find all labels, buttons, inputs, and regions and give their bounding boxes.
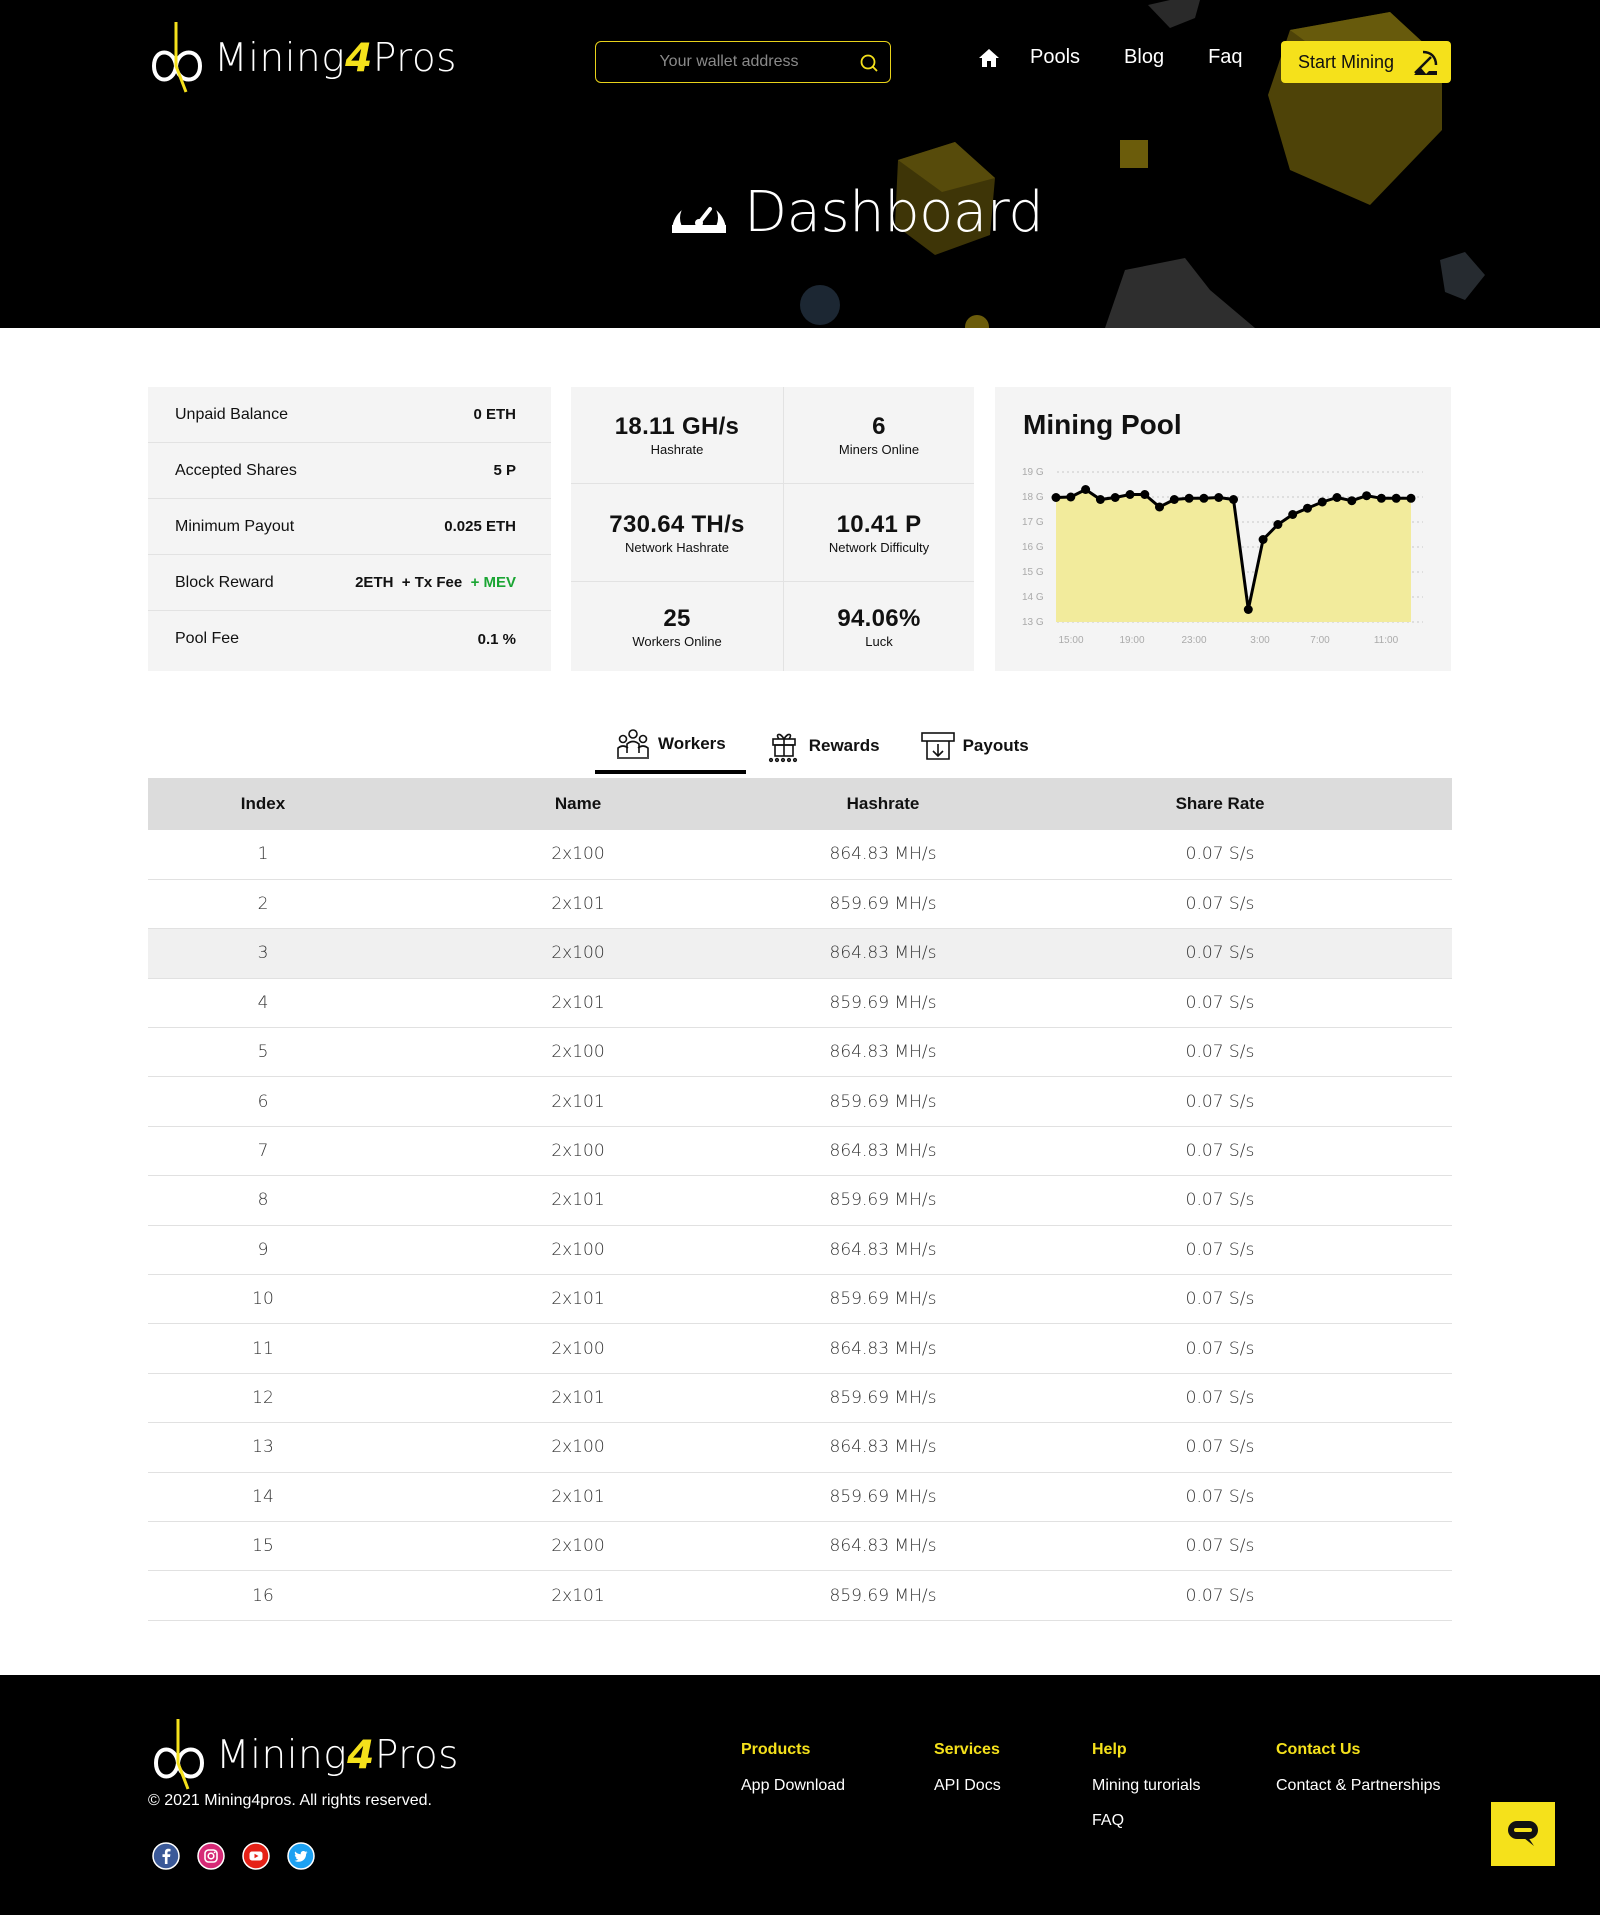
cell-share-rate: 0.07 S/s — [988, 929, 1452, 978]
chart-data-point — [1288, 510, 1297, 519]
metric-luck — [784, 582, 974, 671]
chart-data-point — [1407, 494, 1416, 503]
chart-y-tick: 19 G — [1022, 467, 1044, 478]
metric-network-hashrate — [571, 484, 784, 582]
table-row[interactable] — [148, 1373, 1452, 1422]
metric-label: Hashrate — [650, 442, 704, 457]
cell-hashrate: 859.69 MH/s — [778, 978, 988, 1027]
chart-data-point — [1111, 493, 1120, 502]
cell-share-rate: 0.07 S/s — [988, 1373, 1452, 1422]
chart-y-tick: 14 G — [1022, 592, 1044, 603]
cell-index: 12 — [148, 1373, 378, 1422]
dashboard-gauge-icon — [668, 187, 730, 239]
brand-logo[interactable] — [146, 18, 457, 98]
table-row[interactable] — [148, 1077, 1452, 1126]
tab-label: Payouts — [962, 736, 1029, 755]
cell-hashrate: 864.83 MH/s — [778, 1028, 988, 1077]
cell-name: 2x100 — [378, 1028, 778, 1077]
table-header-row — [148, 778, 1452, 830]
metric-label: Miners Online — [838, 442, 920, 457]
table-row[interactable] — [148, 978, 1452, 1027]
metric-hashrate — [571, 387, 784, 484]
cell-share-rate: 0.07 S/s — [988, 978, 1452, 1027]
cell-hashrate: 859.69 MH/s — [778, 1571, 988, 1620]
workers-table-body — [148, 830, 1452, 1620]
chart-x-tick: 23:00 — [1181, 635, 1207, 646]
col-header-name[interactable]: Name — [554, 794, 602, 813]
table-row[interactable] — [148, 1275, 1452, 1324]
logo-text-pre: Mining — [214, 35, 346, 81]
cell-name: 2x100 — [378, 929, 778, 978]
cell-name: 2x101 — [378, 1077, 778, 1126]
footer-link-faq[interactable]: FAQ — [1092, 1812, 1125, 1829]
cell-name: 2x100 — [378, 1324, 778, 1373]
table-row[interactable] — [148, 1472, 1452, 1521]
logo-mark-icon — [148, 1715, 210, 1795]
footer-col-title: Help — [1092, 1741, 1127, 1758]
balance-value: 2ETH + Tx Fee — [355, 574, 463, 591]
cell-index: 4 — [148, 978, 378, 1027]
chart-y-tick: 15 G — [1022, 567, 1044, 578]
footer-col-services — [934, 1741, 1001, 1812]
chart-data-point — [1126, 490, 1135, 499]
col-header-hashrate[interactable]: Hashrate — [846, 794, 920, 813]
chart-data-point — [1303, 504, 1312, 513]
table-row[interactable] — [148, 1176, 1452, 1225]
pickaxe-icon — [1411, 49, 1439, 77]
balance-value: 0.1 % — [477, 630, 516, 648]
twitter-icon[interactable] — [287, 1842, 315, 1870]
cell-hashrate: 859.69 MH/s — [778, 1275, 988, 1324]
cell-name: 2x100 — [378, 830, 778, 879]
cell-name: 2x101 — [378, 1373, 778, 1422]
metric-label: Workers Online — [632, 633, 722, 649]
chart-title: Mining Pool — [1023, 409, 1182, 440]
table-row[interactable] — [148, 1324, 1452, 1373]
chart-x-tick: 11:00 — [1373, 635, 1399, 646]
site-footer — [0, 1675, 1600, 1915]
table-row[interactable] — [148, 1028, 1452, 1077]
logo-text — [216, 1733, 459, 1778]
cell-name: 2x101 — [378, 1176, 778, 1225]
facebook-icon[interactable] — [152, 1842, 180, 1870]
balance-label: Unpaid Balance — [175, 405, 288, 423]
metrics-panel — [571, 387, 974, 671]
footer-link-api-docs[interactable]: API Docs — [934, 1777, 1001, 1794]
wallet-search — [595, 41, 891, 83]
home-icon[interactable] — [978, 47, 1000, 69]
cell-index: 11 — [148, 1324, 378, 1373]
table-row[interactable] — [148, 1521, 1452, 1570]
cell-name: 2x100 — [378, 1521, 778, 1570]
chart-data-point — [1333, 493, 1342, 502]
balance-row-pool-fee — [148, 611, 551, 667]
cell-index: 5 — [148, 1028, 378, 1077]
start-mining-label: Start Mining — [1298, 51, 1395, 72]
footer-col-contact — [1276, 1741, 1441, 1812]
cell-hashrate: 864.83 MH/s — [778, 1126, 988, 1175]
mining-pool-chart-panel — [995, 387, 1451, 671]
balance-row-minimum-payout — [148, 499, 551, 555]
cell-index: 2 — [148, 879, 378, 928]
chart-data-point — [1066, 493, 1075, 502]
chart-x-tick: 19:00 — [1119, 635, 1145, 646]
mining-pool-chart — [995, 387, 1451, 671]
metric-value: 10.41 P — [836, 510, 922, 538]
mev-label: + MEV — [470, 574, 516, 591]
footer-col-help — [1092, 1741, 1200, 1847]
tab-rewards[interactable] — [746, 718, 900, 774]
footer-link-contact-partnerships[interactable]: Contact & Partnerships — [1276, 1777, 1441, 1794]
cell-share-rate: 0.07 S/s — [988, 1225, 1452, 1274]
metric-miners-online — [784, 387, 974, 484]
chart-data-point — [1081, 485, 1090, 494]
metric-value: 6 — [872, 413, 886, 440]
chart-data-point — [1259, 535, 1268, 544]
logo-text-pre: Mining — [216, 1732, 348, 1778]
search-icon[interactable] — [858, 52, 880, 74]
chart-data-point — [1318, 498, 1327, 507]
cell-share-rate: 0.07 S/s — [988, 1521, 1452, 1570]
page-title — [668, 180, 1043, 245]
copyright-text: © 2021 Mining4pros. All rights reserved. — [148, 1792, 432, 1809]
workers-icon — [615, 727, 651, 761]
table-row[interactable] — [148, 1126, 1452, 1175]
tab-payouts[interactable] — [900, 718, 1049, 774]
cell-share-rate: 0.07 S/s — [988, 879, 1452, 928]
cell-name: 2x100 — [378, 1423, 778, 1472]
logo-text-post: Pros — [372, 35, 458, 81]
dashboard-tabs — [595, 718, 1049, 778]
metric-label: Network Difficulty — [828, 539, 930, 555]
wallet-search-input[interactable] — [604, 53, 854, 71]
chart-data-point — [1096, 495, 1105, 504]
col-header-index[interactable]: Index — [240, 794, 286, 813]
cell-index: 6 — [148, 1077, 378, 1126]
footer-col-title: Products — [741, 1741, 811, 1758]
balance-value-group — [355, 574, 516, 591]
nav-link-pools[interactable]: Pools — [1030, 46, 1081, 68]
cell-hashrate: 859.69 MH/s — [778, 1373, 988, 1422]
chart-data-point — [1185, 494, 1194, 503]
cell-hashrate: 864.83 MH/s — [778, 929, 988, 978]
footer-col-title: Contact Us — [1276, 1741, 1361, 1758]
metric-label: Network Hashrate — [624, 539, 730, 555]
cell-hashrate: 864.83 MH/s — [778, 1423, 988, 1472]
nav-link-blog[interactable]: Blog — [1124, 46, 1165, 68]
logo-text-four: 4 — [347, 1732, 375, 1778]
main-nav — [978, 46, 1287, 69]
cell-index: 8 — [148, 1176, 378, 1225]
cell-index: 16 — [148, 1571, 378, 1620]
cell-name: 2x101 — [378, 1472, 778, 1521]
cell-share-rate: 0.07 S/s — [988, 1028, 1452, 1077]
chart-data-point — [1273, 520, 1282, 529]
cell-name: 2x101 — [378, 1571, 778, 1620]
cell-hashrate: 864.83 MH/s — [778, 830, 988, 879]
chart-y-tick: 16 G — [1022, 542, 1044, 553]
table-row[interactable] — [148, 929, 1452, 978]
balance-label: Pool Fee — [175, 630, 240, 647]
cell-index: 14 — [148, 1472, 378, 1521]
balance-value: 5 P — [493, 462, 516, 479]
balance-panel — [148, 387, 551, 671]
workers-table — [148, 778, 1452, 1621]
chart-data-point — [1244, 605, 1253, 614]
chart-data-point — [1377, 494, 1386, 503]
cell-index: 9 — [148, 1225, 378, 1274]
cell-index: 7 — [148, 1126, 378, 1175]
table-row[interactable] — [148, 1571, 1452, 1620]
cell-name: 2x101 — [378, 1275, 778, 1324]
chart-x-tick: 7:00 — [1310, 635, 1330, 646]
metric-label: Luck — [865, 633, 893, 649]
chart-x-tick: 15:00 — [1058, 635, 1084, 646]
col-header-share-rate[interactable]: Share Rate — [1175, 794, 1265, 813]
cell-hashrate: 859.69 MH/s — [778, 1077, 988, 1126]
metric-value: 18.11 GH/s — [614, 413, 740, 440]
instagram-icon[interactable] — [197, 1842, 225, 1870]
cell-name: 2x100 — [378, 1225, 778, 1274]
cell-index: 13 — [148, 1423, 378, 1472]
cell-name: 2x101 — [378, 978, 778, 1027]
footer-logo[interactable] — [148, 1715, 459, 1795]
cell-share-rate: 0.07 S/s — [988, 1423, 1452, 1472]
table-row[interactable] — [148, 830, 1452, 879]
cell-share-rate: 0.07 S/s — [988, 830, 1452, 879]
chart-data-point — [1170, 495, 1179, 504]
cell-share-rate: 0.07 S/s — [988, 1571, 1452, 1620]
table-row[interactable] — [148, 1423, 1452, 1472]
chat-button[interactable] — [1491, 1802, 1555, 1866]
chart-y-tick: 18 G — [1022, 492, 1044, 503]
nav-link-faq[interactable]: Faq — [1208, 46, 1243, 68]
logo-text — [214, 36, 457, 81]
cell-hashrate: 864.83 MH/s — [778, 1225, 988, 1274]
cell-share-rate: 0.07 S/s — [988, 1324, 1452, 1373]
metric-workers-online — [571, 582, 784, 671]
chart-data-point — [1347, 496, 1356, 505]
chart-data-point — [1229, 495, 1238, 504]
tab-label: Workers — [658, 734, 726, 753]
cell-share-rate: 0.07 S/s — [988, 1077, 1452, 1126]
cell-hashrate: 859.69 MH/s — [778, 1472, 988, 1521]
footer-col-title: Services — [934, 1741, 1000, 1758]
chart-data-point — [1052, 493, 1061, 502]
youtube-icon[interactable] — [242, 1842, 270, 1870]
footer-link-app-download[interactable]: App Download — [741, 1777, 846, 1794]
metric-value: 94.06% — [837, 604, 921, 632]
cell-hashrate: 864.83 MH/s — [778, 1521, 988, 1570]
metric-value: 25 — [663, 604, 691, 632]
table-row[interactable] — [148, 879, 1452, 928]
balance-value: 0 ETH — [473, 406, 516, 423]
cell-index: 15 — [148, 1521, 378, 1570]
balance-row-accepted-shares — [148, 443, 551, 499]
cell-index: 1 — [148, 830, 378, 879]
balance-label: Block Reward — [175, 573, 274, 591]
cell-hashrate: 859.69 MH/s — [778, 1176, 988, 1225]
chart-data-point — [1214, 493, 1223, 502]
cell-hashrate: 859.69 MH/s — [778, 879, 988, 928]
balance-row-unpaid — [148, 387, 551, 443]
footer-col-products — [741, 1741, 845, 1812]
table-row[interactable] — [148, 1225, 1452, 1274]
balance-label: Accepted Shares — [175, 461, 297, 479]
start-mining-button[interactable] — [1281, 41, 1451, 83]
chart-data-point — [1155, 503, 1164, 512]
chart-x-tick: 3:00 — [1250, 635, 1270, 646]
cell-name: 2x101 — [378, 879, 778, 928]
cell-name: 2x100 — [378, 1126, 778, 1175]
balance-value: 0.025 ETH — [444, 518, 516, 535]
logo-mark-icon — [146, 18, 208, 98]
tab-workers[interactable] — [595, 718, 746, 774]
chart-data-point — [1199, 494, 1208, 503]
tab-label: Rewards — [808, 736, 880, 755]
logo-text-four: 4 — [345, 35, 373, 81]
chart-data-point — [1392, 494, 1401, 503]
balance-label: Minimum Payout — [175, 517, 295, 535]
chart-data-point — [1362, 491, 1371, 500]
social-links — [152, 1842, 332, 1870]
cell-index: 3 — [148, 929, 378, 978]
chart-y-tick: 17 G — [1022, 517, 1044, 528]
footer-link-mining-tutorials[interactable]: Mining turorials — [1092, 1777, 1201, 1794]
metric-value: 730.64 TH/s — [609, 510, 745, 538]
cell-hashrate: 864.83 MH/s — [778, 1324, 988, 1373]
gift-icon — [766, 729, 802, 763]
chat-icon — [1506, 1819, 1540, 1849]
cell-share-rate: 0.07 S/s — [988, 1275, 1452, 1324]
metric-network-difficulty — [784, 484, 974, 582]
hero-header — [0, 0, 1600, 328]
cell-share-rate: 0.07 S/s — [988, 1472, 1452, 1521]
payout-icon — [920, 729, 956, 763]
cell-index: 10 — [148, 1275, 378, 1324]
cell-share-rate: 0.07 S/s — [988, 1126, 1452, 1175]
page-title-text: Dashboard — [744, 180, 1044, 245]
balance-row-block-reward — [148, 555, 551, 611]
logo-text-post: Pros — [374, 1732, 460, 1778]
cell-share-rate: 0.07 S/s — [988, 1176, 1452, 1225]
chart-data-point — [1140, 490, 1149, 499]
chart-y-tick: 13 G — [1022, 617, 1044, 628]
